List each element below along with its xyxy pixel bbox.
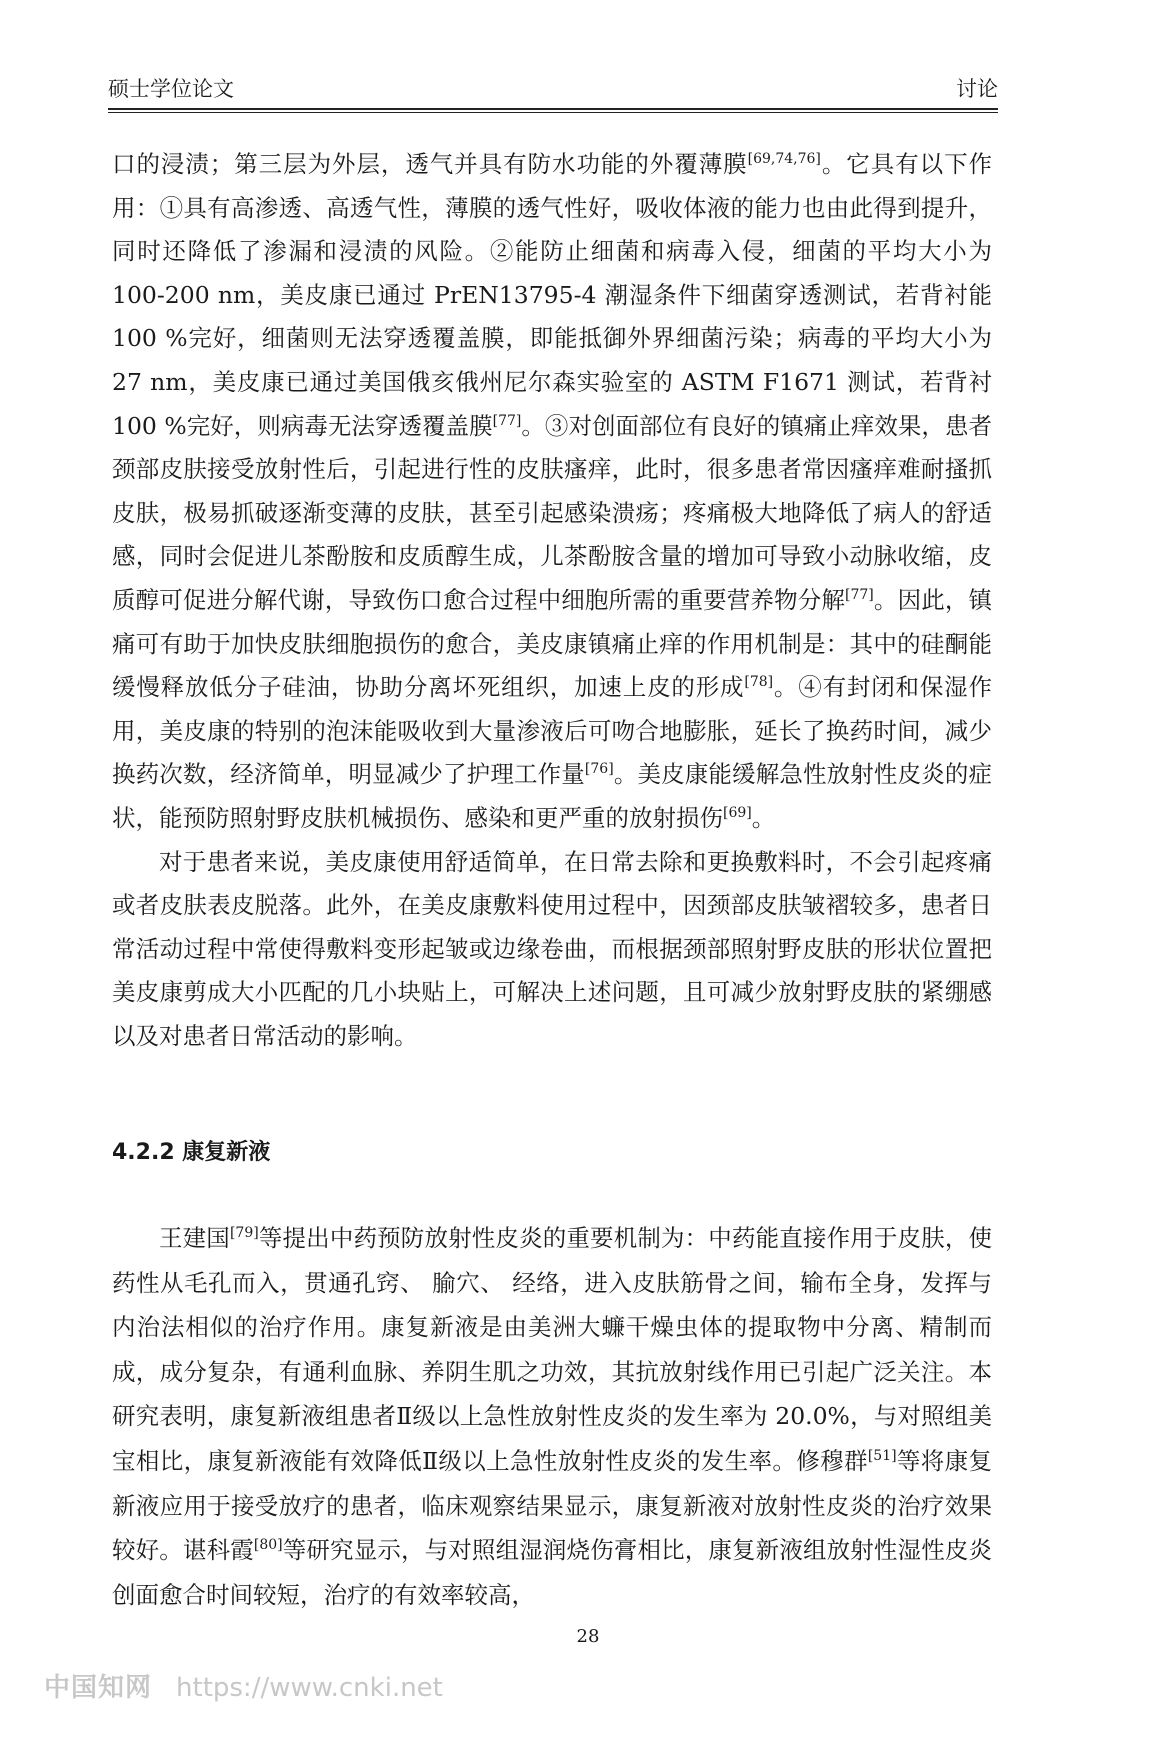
page-number: 28 — [576, 1626, 600, 1647]
citation-ref: [78] — [744, 674, 774, 691]
citation-ref: [77] — [845, 586, 874, 603]
text-run: 。③对创面部位有良好的镇痛止痒效果，患者颈部皮肤接受放射性后，引起进行性的皮肤瘙痒，此时，很多患者常因瘙痒难耐搔抓皮肤，极易抓破逐渐变薄的皮肤，甚至引起感染溃疡；疼痛极大地降低了病人的舒适感，同时会促进儿茶酚胺和皮质醇生成，儿茶酚胺含量的增加可导致小动脉收缩，皮质醇可促进分解代谢，导致伤口愈合过程中细胞所需的重要营养物分解 — [112, 411, 992, 614]
text-run: 。美皮康能缓解急性放射性皮炎的症状，能预防照射野皮肤机械损伤、感染和更严重的放射损伤 — [112, 760, 993, 832]
header-chapter-title: 讨论 — [956, 77, 998, 101]
section-heading: 4.2.2 康复新液 — [112, 1140, 271, 1165]
citation-ref: [76] — [584, 761, 614, 778]
citation-ref: [77] — [492, 412, 522, 429]
cnki-watermark — [44, 1668, 443, 1708]
text-run: 王建国 — [159, 1224, 230, 1252]
citation-ref: [69] — [723, 804, 752, 821]
text-run: 口的浸渍；第三层为外层，透气并具有防水功能的外覆薄膜 — [112, 150, 748, 178]
text-run: 等将康复新液应用于接受放疗的患者，临床观察结果显示，康复新液对放射性皮炎的治疗效果较好。谌科霞 — [112, 1446, 992, 1565]
header-thesis-type: 硕士学位论文 — [108, 77, 234, 101]
citation-ref: [79] — [229, 1225, 259, 1241]
paragraph-continued — [112, 143, 992, 841]
citation-ref: [69,74,76] — [747, 151, 821, 167]
citation-ref: [80] — [253, 1537, 283, 1554]
running-header — [108, 72, 998, 106]
watermark-brand: 中国知网 — [44, 1673, 153, 1703]
text-run: 对于患者来说，美皮康使用舒适简单，在日常去除和更换敷料时，不会引起疼痛或者皮肤表皮脱落。此外，在美皮康敷料使用过程中，因颈部皮肤皱褶较多，患者日常活动过程中常使得敷料变形起皱或边缘卷曲，而根据颈部照射野皮肤的形状位置把美皮康剪成大小匹配的几小块贴上，可解决上述问题，且可减少放射野皮肤的紧绷感以及对患者日常活动的影响。 — [112, 847, 992, 1050]
text-run: 等研究显示，与对照组湿润烧伤膏相比，康复新液组放射性湿性皮炎创面愈合时间较短，治疗的有效率较高， — [112, 1536, 992, 1609]
text-run: 。 — [751, 803, 776, 832]
text-run: 。它具有以下作用：①具有高渗透、高透气性，薄膜的透气性好，吸收体液的能力也由此得到提升，同时还降低了渗漏和浸渍的风险。②能防止细菌和病毒入侵，细菌的平均大小为 100-200 nm，美皮康已通过 PrEN13795-4 潮湿条件下细菌穿透测试，若背衬能 100 %完好，细菌则无法穿透覆盖膜，即能抵御外界细菌污染；病毒的平均大小为 27 nm，美皮康已通过美国俄亥俄州尼尔森实验室的 ASTM F1671 测试，若背衬 100 %完好，则病毒无法穿透覆盖膜 — [112, 150, 993, 440]
body-text-lower — [112, 1216, 992, 1617]
text-run: 。因此，镇痛可有助于加快皮肤细胞损伤的愈合，美皮康镇痛止痒的作用机制是：其中的硅酮能缓慢释放低分子硅油，协助分离坏死组织，加速上皮的形成 — [112, 585, 993, 702]
body-text-upper — [112, 143, 992, 1058]
text-run: 。④有封闭和保湿作用，美皮康的特别的泡沫能吸收到大量渗液后可吻合地膨胀，延长了换药时间，减少换药次数，经济简单，明显减少了护理工作量 — [112, 673, 993, 789]
paragraph — [112, 1216, 992, 1617]
watermark-url: https://www.cnki.net — [176, 1673, 443, 1703]
header-rule-thick — [108, 108, 998, 110]
citation-ref: [51] — [867, 1447, 897, 1464]
paragraph — [112, 841, 992, 1059]
text-run: 等提出中药预防放射性皮炎的重要机制为：中药能直接作用于皮肤，使药性从毛孔而入，贯通孔窍、 腧穴、 经络，进入皮肤筋骨之间，输布全身，发挥与内治法相似的治疗作用。康复新液是由美洲大蠊干燥虫体的提取物中分离、精制而成，成分复杂，有通利血脉、养阴生肌之功效，其抗放射线作用已引起广泛关注。本研究表明，康复新液组患者Ⅱ级以上急性放射性皮炎的发生率为 20.0%，与对照组美宝相比，康复新液能有效降低Ⅱ级以上急性放射性皮炎的发生率。修穆群 — [112, 1224, 993, 1475]
header-rule-thin — [108, 112, 998, 113]
